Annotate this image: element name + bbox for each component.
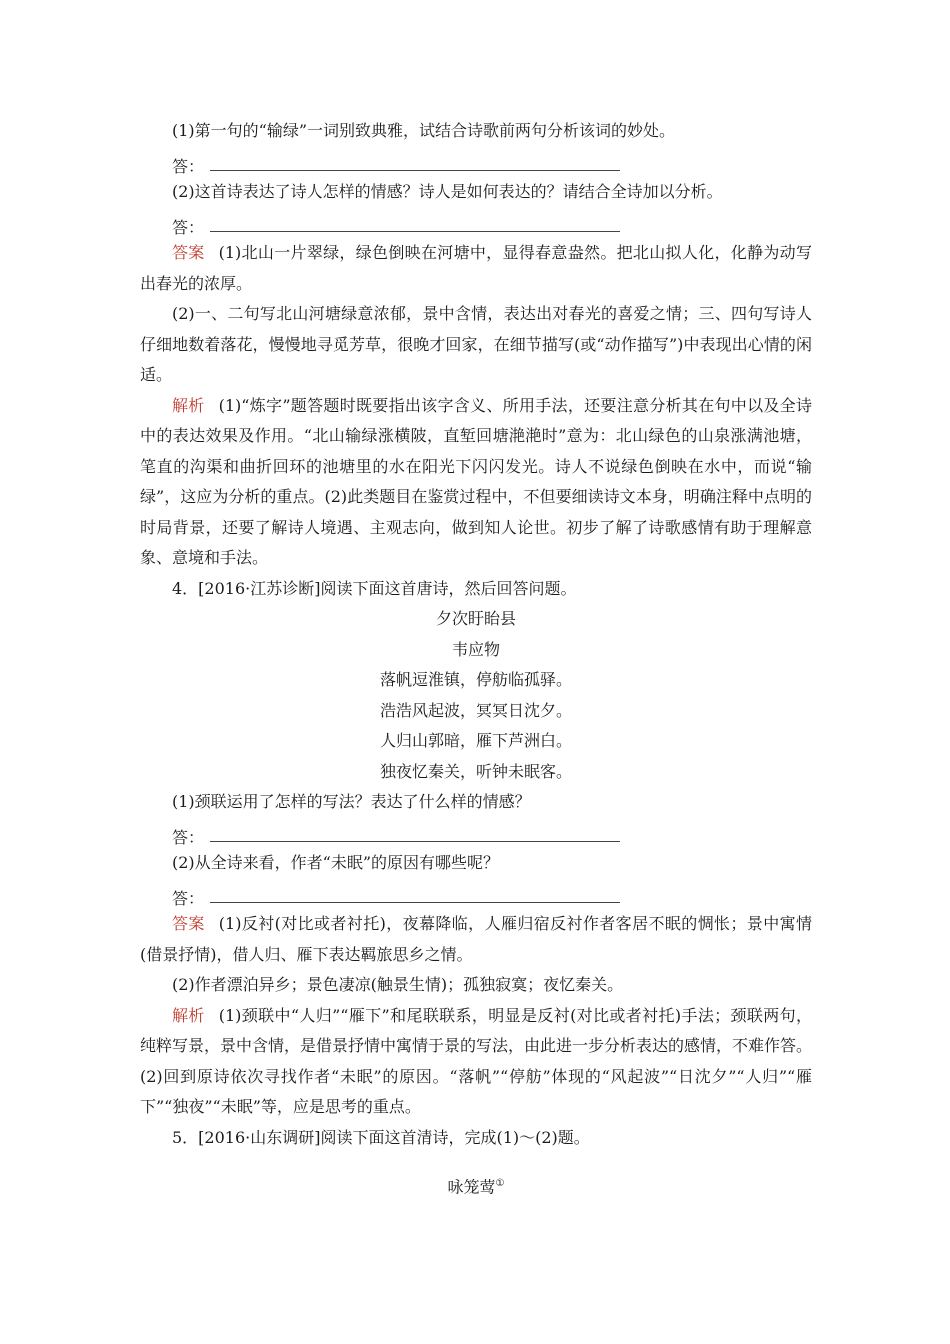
- q5-intro: 5．[2016·山东调研]阅读下面这首清诗，完成(1)～(2)题。: [172, 1127, 590, 1147]
- q3-sub-question-1: (1)第一句的“输绿”一词别致典雅，试结合诗歌前两句分析该词的妙处。: [172, 121, 676, 140]
- q4-poem-line: 人归山郭暗，雁下芦洲白。: [379, 731, 572, 750]
- answer-blank: [210, 902, 620, 903]
- q3-answer-2: (2)一、二句写北山河塘绿意浓郁，景中含情，表达出对春光的喜爱之情；三、四句写诗人仔细地数着落花，慢慢地寻觅芳草，很晚才回家，在细节描写(或“动作描写”)中表现出心情的闲适。: [140, 304, 812, 384]
- answer-prefix: 答：: [172, 889, 205, 908]
- answer-prefix: 答：: [172, 157, 205, 176]
- answer-prefix: 答：: [172, 218, 205, 237]
- q3-answer-1: [140, 238, 812, 299]
- q4-poem-author: 韦应物: [451, 639, 500, 659]
- q3-sub-question-2: (2)这首诗表达了诗人怎样的情感？诗人是如何表达的？请结合全诗加以分析。: [172, 182, 723, 201]
- document-page: [140, 116, 812, 1203]
- analysis-text: (1)颈联中“人归”“雁下”和尾联联系，明显是反衬(对比或者衬托)手法；颈联两句，纯粹写景，景中含情，是借景抒情中寓情于景的写法，由此进一步分析表达的感情，不难作答。(2)回到原诗依次寻找作者“未眠”的原因。“落帆”“停舫”体现的“风起波”“日沈夕”“人归”“雁下”“独夜”“未眠”等，应是思考的重点。: [140, 1005, 813, 1116]
- q4-answer-2: (2)作者漂泊异乡；景色凄凉(触景生情)；孤独寂寞；夜忆秦关。: [172, 975, 624, 994]
- q3-answer-line-1: [140, 147, 812, 178]
- q4-poem-line: 落帆逗淮镇，停舫临孤驿。: [379, 670, 572, 689]
- q4-answer-line-2: [140, 879, 812, 910]
- answer-blank: [210, 231, 620, 232]
- analysis-label: 解析: [172, 1005, 205, 1025]
- q4-answer-1: [140, 909, 812, 970]
- q4-analysis: [140, 1001, 812, 1123]
- q4-poem-title: 夕次盱眙县: [435, 609, 516, 628]
- footnote-mark: ①: [495, 1178, 505, 1189]
- q3-answer-line-2: [140, 208, 812, 239]
- q4-poem-line: 浩浩风起波，冥冥日沈夕。: [379, 700, 572, 720]
- answer-label: 答案: [172, 243, 205, 262]
- q4-sub-question-2: (2)从全诗来看，作者“未眠”的原因有哪些呢？: [172, 853, 500, 872]
- spacer: [140, 1153, 812, 1169]
- q4-answer-line-1: [140, 818, 812, 849]
- q4-sub-question-1: (1)颈联运用了怎样的写法？表达了什么样的情感？: [172, 792, 531, 811]
- q3-analysis: [140, 391, 812, 574]
- answer-prefix: 答：: [172, 828, 205, 847]
- answer-text: (1)反衬(对比或者衬托)，夜幕降临，人雁归宿反衬作者客居不眠的惆怅；景中寓情(借景抒情)，借人归、雁下表达羁旅思乡之情。: [140, 914, 812, 964]
- answer-blank: [210, 841, 620, 842]
- q5-poem-title: [140, 1169, 812, 1203]
- answer-label: 答案: [172, 914, 205, 933]
- q4-intro: 4．[2016·江苏诊断]阅读下面这首唐诗，然后回答问题。: [172, 578, 577, 598]
- analysis-label: 解析: [172, 395, 205, 415]
- q4-poem-line: 独夜忆秦关，听钟未眠客。: [379, 761, 572, 781]
- poem-title-text: 咏笼莺: [447, 1177, 496, 1197]
- answer-blank: [210, 170, 620, 171]
- answer-text: (1)北山一片翠绿，绿色倒映在河塘中，显得春意盎然。把北山拟人化，化静为动写出春光的浓厚。: [140, 243, 812, 293]
- analysis-text: (1)“炼字”题答题时既要指出该字含义、所用手法，还要注意分析其在句中以及全诗中的表达效果及作用。“北山输绿涨横陂，直堑回塘滟滟时”意为：北山绿色的山泉涨满池塘，笔直的沟渠和曲折回环的池塘里的水在阳光下闪闪发光。诗人不说绿色倒映在水中，而说“输绿”，这应为分析的重点。(2)此类题目在鉴赏过程中，不但要细读诗文本身，明确注释中点明的时局背景，还要了解诗人境遇、主观志向，做到知人论世。初步了解了诗歌感情有助于理解意象、意境和手法。: [140, 395, 812, 567]
